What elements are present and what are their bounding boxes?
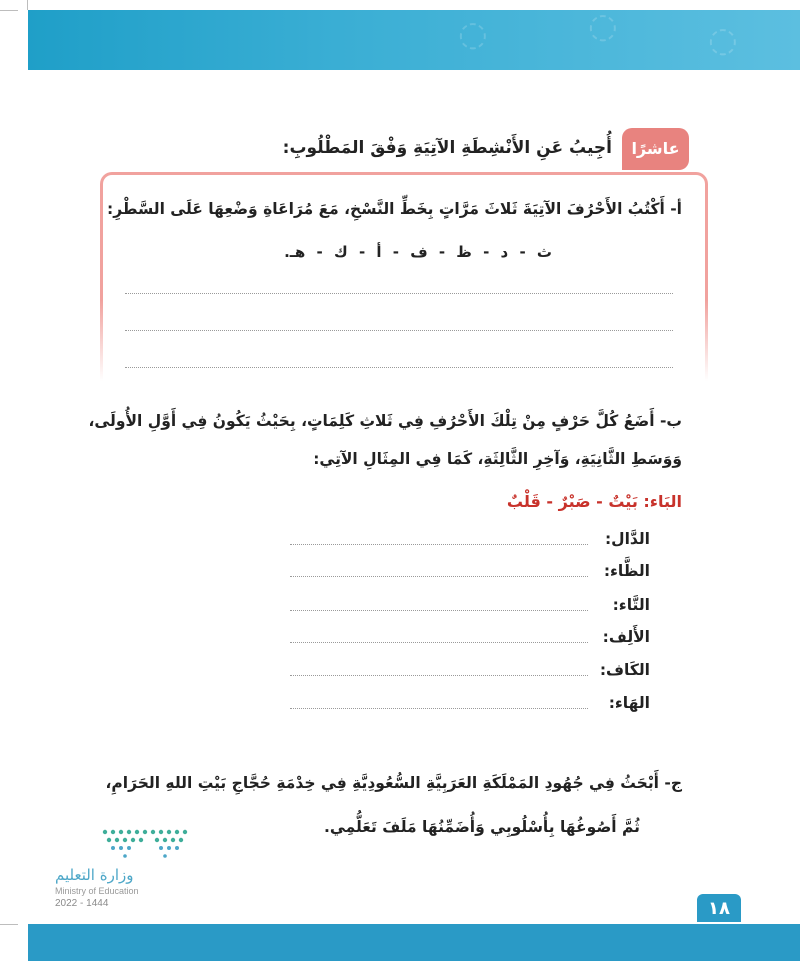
question-a-letters: ث - د - ظ - ف - أ - ك - هـ. [284,243,552,261]
answer-line[interactable] [290,642,588,643]
answer-row[interactable] [290,596,650,620]
decor-glyph: ◌ [708,20,738,60]
question-c-line2: ثُمَّ أَصُوغُهَا بِأُسْلُوبِي وَأُضَمِّنُهَا مَلَفَ تَعَلُّمِي. [324,818,640,836]
ministry-name-ar: وزارة التعليم [55,866,134,884]
decor-glyph: ◌ [458,14,488,54]
edition-year: 2022 - 1444 [55,898,109,909]
answer-label: الدَّال: [604,530,650,548]
example-line: البَاء: بَيْتٌ - صَبْرٌ - قَلْبٌ [506,492,682,511]
header-band [28,10,800,70]
answer-line[interactable] [290,675,588,676]
ministry-logo [55,826,195,909]
ministry-dots-icon [99,826,191,862]
answer-label: الأَلِف: [602,628,650,646]
answer-row[interactable] [290,628,650,652]
answer-line[interactable] [290,544,588,545]
writing-line[interactable] [125,293,673,294]
writing-line[interactable] [125,330,673,331]
section-tag: عاشرًا [622,128,689,170]
answer-line[interactable] [290,708,588,709]
section-title: أُجِيبُ عَنِ الأَنْشِطَةِ الآتِيَةِ وَفْقَ المَطْلُوبِ: [282,138,612,158]
question-b-line2: وَوَسَطِ الثَّانِيَةِ، وَآخِرِ الثَّالِثَةِ، كَمَا فِي المِثَالِ الآتِي: [313,450,682,468]
question-c-line1: ج- أَبْحَثُ فِي جُهُودِ المَمْلَكَةِ العَرَبِيَّةِ السُّعُودِيَّةِ فِي خِدْمَةِ حُجَّاجِ بَيْتِ اللهِ الحَرَامِ، [105,774,682,792]
answer-row[interactable] [290,562,650,586]
ministry-name-en: Ministry of Education [55,886,139,896]
writing-line[interactable] [125,367,673,368]
crop-mark [0,10,18,11]
answer-row[interactable] [290,694,650,718]
answer-line[interactable] [290,610,588,611]
crop-mark [27,0,28,10]
footer-band [28,924,800,961]
answer-label: الكَاف: [599,661,650,679]
answer-label: التَّاء: [612,596,650,614]
page-number: ١٨ [697,894,741,922]
question-b-line1: ب- أَضَعُ كُلَّ حَرْفٍ مِنْ تِلْكَ الأَحْرُفِ فِي ثَلاثِ كَلِمَاتٍ، بِحَيْثُ يَكُونُ فِي أَوَّلِ الأُولَى، [88,412,682,430]
answer-line[interactable] [290,576,588,577]
frame-fade [100,300,708,395]
crop-mark [0,924,18,925]
answer-label: الهَاء: [608,694,650,712]
decor-glyph: ◌ [588,10,618,46]
answer-row[interactable] [290,661,650,685]
answer-row[interactable] [290,530,650,554]
answer-label: الظَّاء: [603,562,650,580]
question-a: أ- أَكْتُبُ الأَحْرُفَ الآتِيَةَ ثَلاثَ مَرَّاتٍ بِخَطِّ النَّسْخِ، مَعَ مُرَاعَاةِ وَضْعِهَا عَلَى السَّطْرِ: [107,200,682,218]
